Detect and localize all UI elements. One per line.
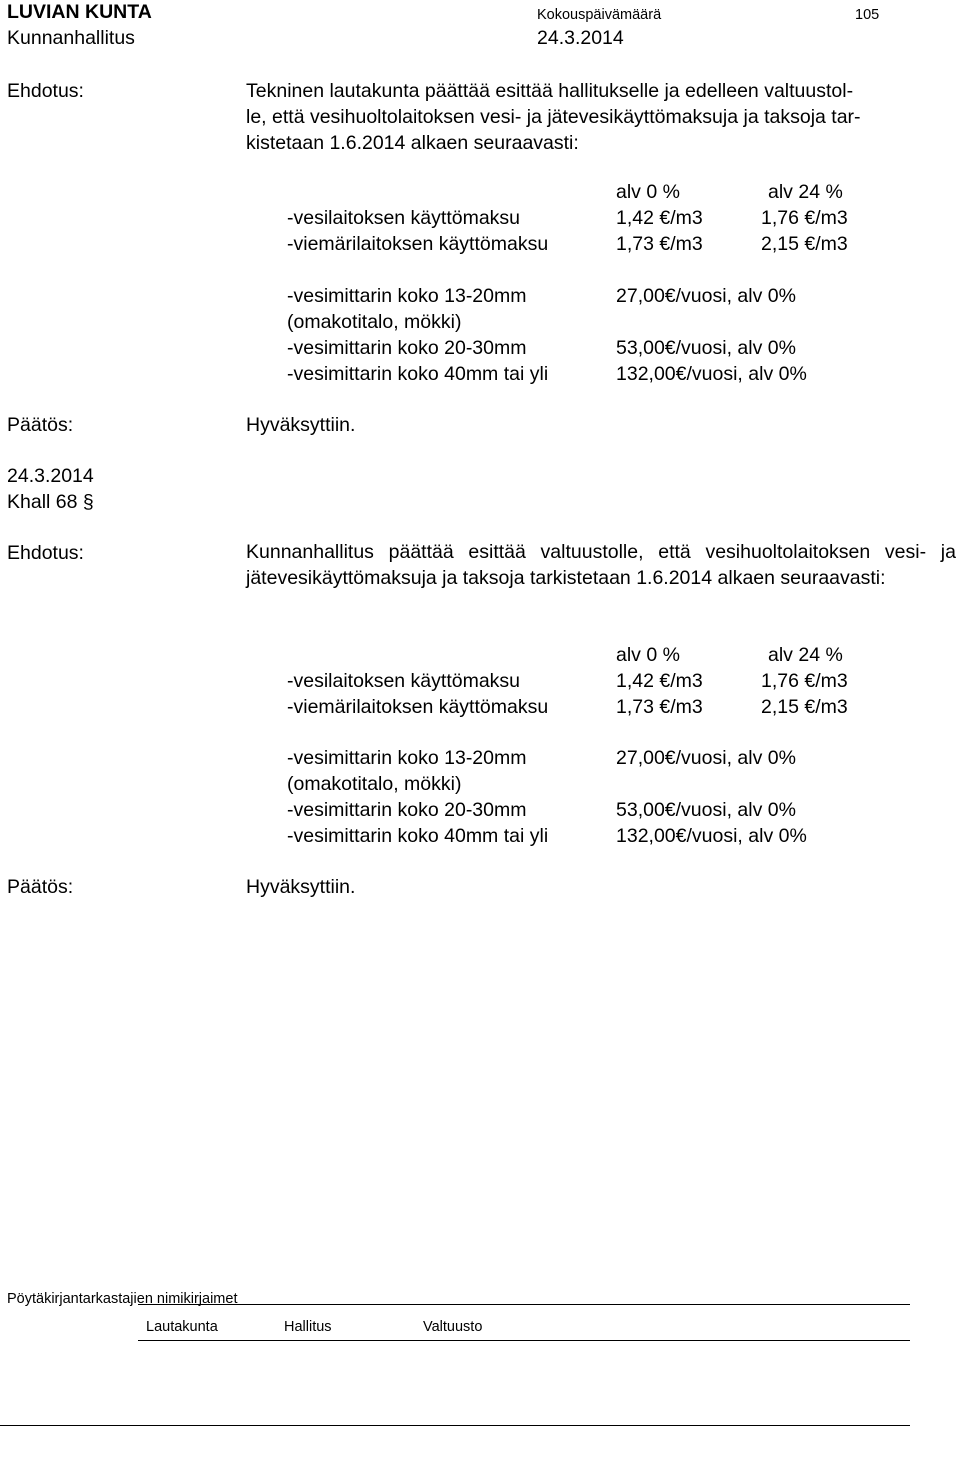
- meter-row-label: -vesimittarin koko 20-30mm: [287, 799, 527, 821]
- fee-row-label: -viemärilaitoksen käyttömaksu: [287, 233, 549, 255]
- proposal-line: Tekninen lautakunta päättää esittää hallitukselle ja edelleen valtuustol-: [246, 80, 854, 102]
- meter-row-label: (omakotitalo, mökki): [287, 311, 462, 333]
- signature-lautakunta-label: Lautakunta: [146, 1319, 218, 1335]
- fee-row-label: -vesilaitoksen käyttömaksu: [287, 207, 521, 229]
- meter-row-label: (omakotitalo, mökki): [287, 773, 462, 795]
- fee-row-vat-24: 2,15 €/m3: [761, 696, 848, 718]
- footer-divider: [0, 1425, 910, 1426]
- decision-text: Hyväksyttiin.: [246, 414, 356, 436]
- fee-row-vat-0: 1,42 €/m3: [616, 670, 703, 692]
- meter-row-value: 53,00€/vuosi, alv 0%: [616, 337, 796, 359]
- meter-row-value: 132,00€/vuosi, alv 0%: [616, 825, 807, 847]
- proposal-label: Ehdotus:: [7, 80, 84, 102]
- meter-row-label: -vesimittarin koko 20-30mm: [287, 337, 527, 359]
- proposal-line: kistetaan 1.6.2014 alkaen seuraavasti:: [246, 132, 579, 154]
- proposal-line: le, että vesihuoltolaitoksen vesi- ja jätevesikäyttömaksuja ja taksoja tar-: [246, 106, 861, 128]
- meter-row-label: -vesimittarin koko 40mm tai yli: [287, 363, 549, 385]
- meter-row-value: 53,00€/vuosi, alv 0%: [616, 799, 796, 821]
- signature-hallitus-label: Hallitus: [284, 1319, 332, 1335]
- signatures-label: Pöytäkirjantarkastajien nimikirjaimet: [7, 1291, 238, 1307]
- meter-row-label: -vesimittarin koko 13-20mm: [287, 747, 527, 769]
- municipality-name: LUVIAN KUNTA: [7, 1, 152, 23]
- meter-row-value: 132,00€/vuosi, alv 0%: [616, 363, 807, 385]
- meeting-date: 24.3.2014: [7, 465, 94, 487]
- meeting-date-label: Kokouspäivämäärä: [537, 7, 662, 23]
- decision-text: Hyväksyttiin.: [246, 876, 356, 898]
- signature-valtuusto-label: Valtuusto: [423, 1319, 483, 1335]
- column-header-vat-0: alv 0 %: [616, 644, 680, 666]
- decision-label: Päätös:: [7, 876, 74, 898]
- fee-row-vat-0: 1,73 €/m3: [616, 233, 703, 255]
- governing-body: Kunnanhallitus: [7, 27, 135, 49]
- meter-row-value: 27,00€/vuosi, alv 0%: [616, 747, 796, 769]
- column-header-vat-24: alv 24 %: [768, 181, 843, 203]
- decision-label: Päätös:: [7, 414, 74, 436]
- fee-row-vat-24: 1,76 €/m3: [761, 670, 848, 692]
- meter-row-label: -vesimittarin koko 13-20mm: [287, 285, 527, 307]
- paragraph-number: Khall 68 §: [7, 491, 94, 513]
- signature-row-divider: [138, 1340, 910, 1341]
- signature-line: [138, 1304, 910, 1305]
- fee-row-vat-24: 1,76 €/m3: [761, 207, 848, 229]
- proposal-text: Kunnanhallitus päättää esittää valtuustolle, että vesihuoltolaitoksen vesi- ja jätevesikäyttömaksuja ja taksoja tarkistetaan 1.6.2014 alkaen seuraavasti:: [246, 541, 956, 589]
- meter-row-value: 27,00€/vuosi, alv 0%: [616, 285, 796, 307]
- column-header-vat-0: alv 0 %: [616, 181, 680, 203]
- proposal-label: Ehdotus:: [7, 542, 84, 564]
- fee-row-label: -viemärilaitoksen käyttömaksu: [287, 696, 549, 718]
- meeting-date: 24.3.2014: [537, 27, 624, 49]
- column-header-vat-24: alv 24 %: [768, 644, 843, 666]
- fee-row-vat-24: 2,15 €/m3: [761, 233, 848, 255]
- page-number: 105: [855, 7, 880, 23]
- fee-row-vat-0: 1,73 €/m3: [616, 696, 703, 718]
- fee-row-vat-0: 1,42 €/m3: [616, 207, 703, 229]
- fee-row-label: -vesilaitoksen käyttömaksu: [287, 670, 521, 692]
- meter-row-label: -vesimittarin koko 40mm tai yli: [287, 825, 549, 847]
